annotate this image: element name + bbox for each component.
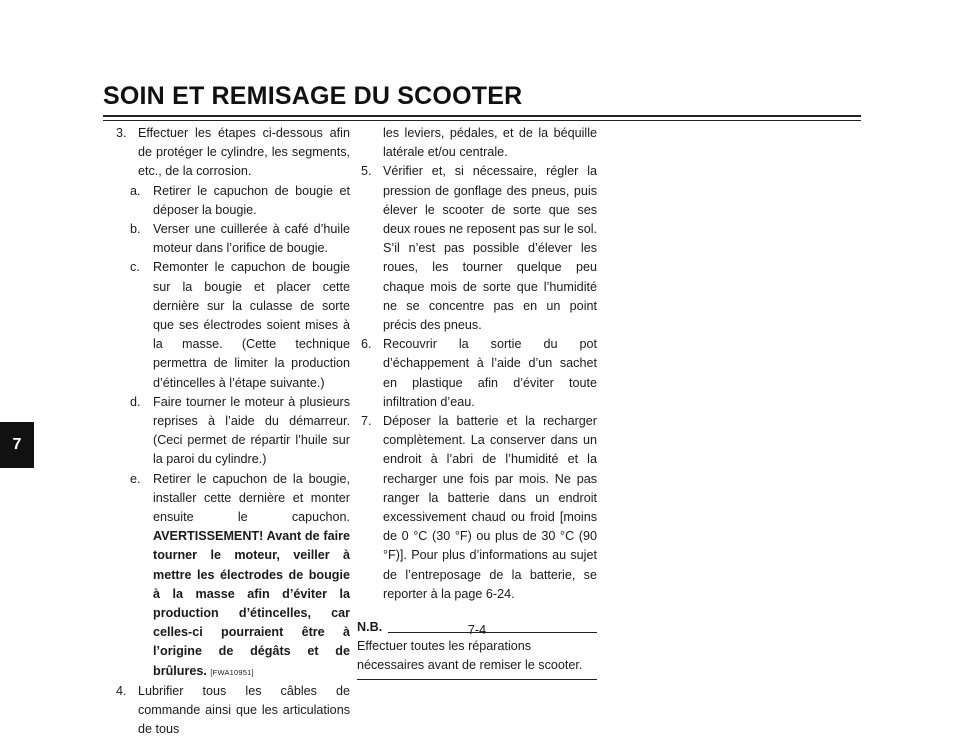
substep-letter: e. (130, 471, 141, 486)
substep-letter: b. (130, 222, 141, 237)
step-number: 4. (116, 683, 127, 698)
step-number: 5. (361, 164, 372, 179)
right-column (357, 124, 597, 680)
substep-c (112, 258, 350, 392)
substep-text: Faire tourner le moteur à plusieurs reprises à l’aide du démarreur. (Ceci permet de répartir l’huile sur la paroi du cylindre.) (153, 394, 350, 467)
note-bottom-rule (357, 679, 597, 680)
warning-text: AVERTISSEMENT! Avant de faire tourner le moteur, veiller à mettre les électrodes de bougie à la masse afin d’éviter la production d’étincelles, car celles-ci pourraient être à l’origine de dégâts et de brûlures. (153, 529, 350, 678)
substep-text: Verser une cuillerée à café d’huile moteur dans l’orifice de bougie. (153, 222, 350, 256)
substep-text: Retirer le capuchon de la bougie, installer cette dernière et monter ensuite le capuchon. (153, 471, 350, 525)
substep-letter: d. (130, 394, 141, 409)
substep-d (112, 393, 350, 470)
substep-e (112, 470, 350, 682)
step-6 (357, 335, 597, 412)
substep-text: Retirer le capuchon de bougie et déposer la bougie. (153, 183, 350, 217)
note-label: N.B. (357, 620, 383, 635)
step-text: Effectuer les étapes ci-dessous afin de protéger le cylindre, les segments, etc., de la corrosion. (138, 126, 350, 179)
substep-b (112, 220, 350, 258)
step-7 (357, 412, 597, 604)
substep-a (112, 182, 350, 220)
title-rule-thick (103, 115, 861, 117)
left-column (112, 124, 350, 740)
page-number: 7-4 (467, 623, 487, 637)
chapter-tab: 7 (0, 422, 34, 468)
substep-text: Remonter le capuchon de bougie sur la bougie et placer cette dernière sur la culasse de sorte que ses électrodes soient mises à la masse. (Cette technique permettra de limiter la production d’étincelles à l’étape suivante.) (153, 260, 350, 390)
step-4 (112, 682, 350, 740)
step-text: Lubrifier tous les câbles de commande ainsi que les articulations de tous (138, 683, 350, 737)
step-text: Recouvrir la sortie du pot d’échappement à l’aide d’un sachet en plastique afin d’éviter toute infiltration d’eau. (383, 337, 597, 409)
step-text: les leviers, pédales, et de la béquille latérale et/ou centrale. (383, 126, 597, 160)
substep-letter: a. (130, 183, 141, 198)
step-text: Déposer la batterie et la recharger complètement. La conserver dans un endroit à l’abri de l’humidité et la recharger une fois par mois. Ne pas ranger la batterie dans un endroit excessivement chaud ou froid [moins de 0 °C (30 °F) ou plus de 30 °C (90 °F)]. Pour plus d’informations au sujet de l’entreposage de la batterie, se reporter à la page 6-24. (383, 414, 597, 601)
warning-code: [FWA10951] (210, 667, 254, 677)
title-rule-thin (103, 120, 861, 121)
substep-letter: c. (130, 260, 140, 275)
step-5 (357, 162, 597, 335)
step-text: Vérifier et, si nécessaire, régler la pression de gonflage des pneus, puis élever le scooter de sorte que ses deux roues ne reposent pas sur le sol. S’il n’est pas possible d’élever les roues, les tourner quelque peu chaque mois de sorte que l’humidité ne se concentre pas en un point précis des pneus. (383, 164, 597, 333)
page-title: SOIN ET REMISAGE DU SCOOTER (103, 82, 523, 110)
step-number: 3. (116, 126, 127, 140)
note-text: Effectuer toutes les réparations nécessaires avant de remiser le scooter. (357, 639, 583, 673)
step-4-continued (357, 124, 597, 162)
step-number: 6. (361, 337, 372, 352)
step-number: 7. (361, 414, 372, 429)
step-3 (112, 124, 350, 182)
